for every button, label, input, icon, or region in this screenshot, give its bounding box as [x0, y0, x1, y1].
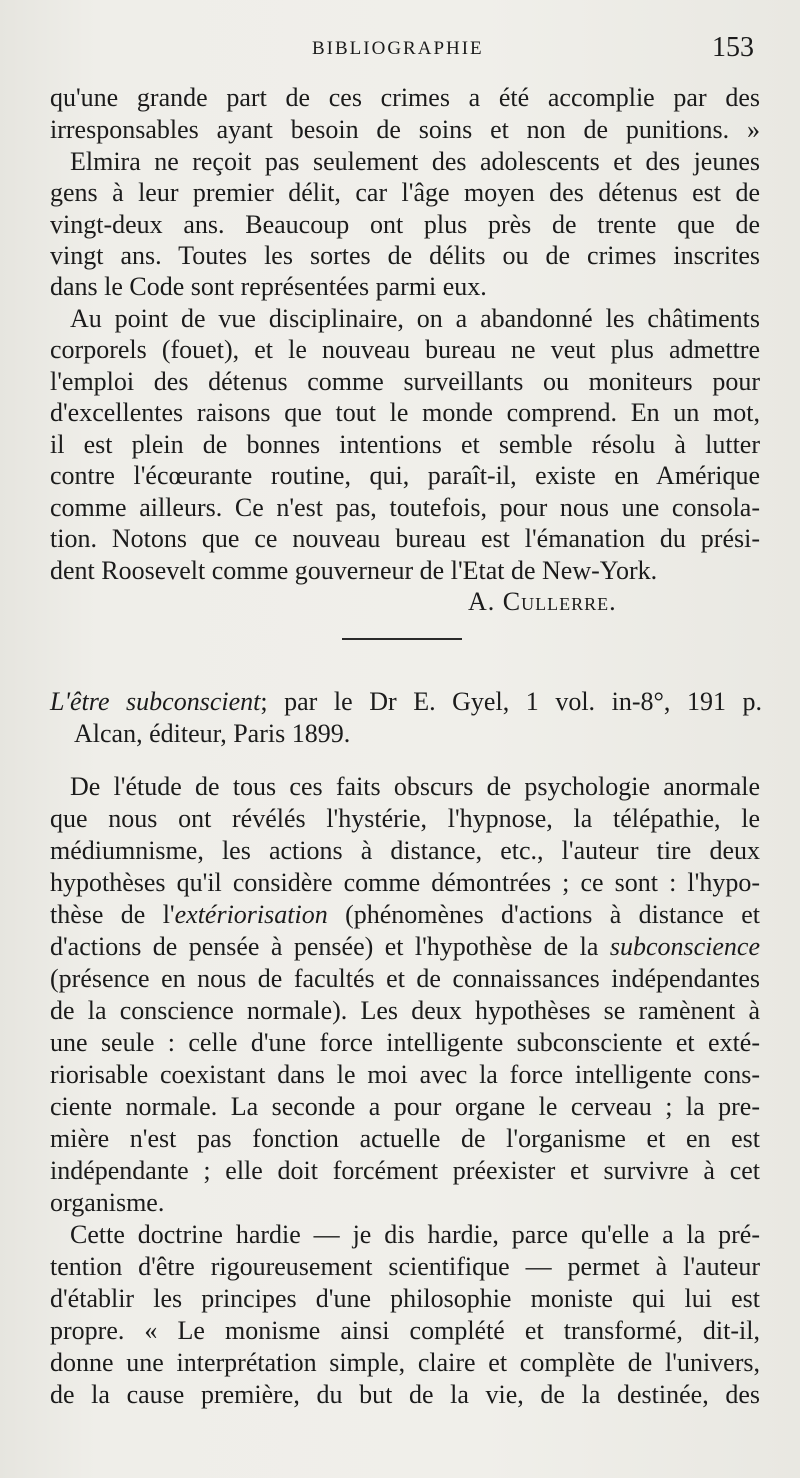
- text-line: comme ailleurs. Ce n'est pas, toutefois, pour nous une consola-: [50, 493, 760, 522]
- text-line: vingt ans. Toutes les sortes de délits ou de crimes inscrites: [50, 241, 760, 270]
- review-reference: [50, 686, 762, 718]
- text-line: il est plein de bonnes intentions et semble résolu à lutter: [50, 430, 760, 459]
- section-divider: [342, 638, 462, 640]
- text-line: de la conscience normale). Les deux hypothèses se ramènent à: [50, 996, 760, 1025]
- text-fragment: (phénomènes d'actions à distance et: [327, 900, 760, 929]
- text-line: riorisable coexistant dans le moi avec la force intelligente cons-: [50, 1060, 760, 1089]
- text-line: propre. « Le monisme ainsi complété et transformé, dit-il,: [50, 1316, 760, 1345]
- page-number: 153: [712, 32, 754, 63]
- text-line: contre l'écœurante routine, qui, paraît-il, existe en Amérique: [50, 461, 760, 490]
- text-line: (présence en nous de facultés et de connaissances indépendantes: [50, 964, 760, 993]
- review-title: L'être subconscient: [50, 687, 261, 716]
- text-line: dans le Code sont représentées parmi eux.: [50, 272, 487, 301]
- text-line: hypothèses qu'il considère comme démontrées ; ce sont : l'hypo-: [50, 868, 760, 897]
- text-line: donne une interprétation simple, claire et complète de l'univers,: [50, 1348, 760, 1377]
- review-publisher: Alcan, éditeur, Paris 1899.: [74, 719, 351, 748]
- page-header: [0, 30, 800, 66]
- text-line: d'excellentes raisons que tout le monde comprend. En un mot,: [50, 398, 760, 427]
- text-line: de la cause première, du but de la vie, de la destinée, des: [50, 1380, 760, 1409]
- text-line: l'emploi des détenus comme surveillants ou moniteurs pour: [50, 367, 760, 396]
- text-line: tion. Notons que ce nouveau bureau est l'émanation du prési-: [50, 524, 760, 553]
- text-fragment: thèse de l': [50, 900, 175, 929]
- text-line: De l'étude de tous ces faits obscurs de psychologie anormale: [70, 772, 760, 801]
- text-line: médiumnisme, les actions à distance, etc., l'auteur tire deux: [50, 836, 760, 865]
- text-line: Cette doctrine hardie — je dis hardie, parce qu'elle a la pré-: [70, 1220, 760, 1249]
- text-line: Elmira ne reçoit pas seulement des adolescents et des jeunes: [70, 147, 760, 176]
- text-line: tention d'être rigoureusement scientifique — permet à l'auteur: [50, 1252, 760, 1281]
- text-line: qu'une grande part de ces crimes a été accomplie par des: [50, 83, 760, 112]
- text-line: Au point de vue disciplinaire, on a abandonné les châtiments: [70, 304, 760, 333]
- text-line: dent Roosevelt comme gouverneur de l'Etat de New-York.: [50, 556, 658, 585]
- text-line: [50, 931, 760, 963]
- text-line: gens à leur premier délit, car l'âge moyen des détenus est de: [50, 178, 760, 207]
- emphasis-term: subconscience: [609, 932, 760, 961]
- text-line: indépendante ; elle doit forcément préexister et survivre à cet: [50, 1156, 760, 1185]
- text-fragment: d'actions de pensée à pensée) et l'hypothèse de la: [50, 932, 610, 961]
- running-head: BIBLIOGRAPHIE: [312, 38, 484, 59]
- text-line: que nous ont révélés l'hystérie, l'hypnose, la télépathie, le: [50, 804, 760, 833]
- text-line: d'établir les principes d'une philosophie moniste qui lui est: [50, 1284, 760, 1313]
- text-line: [50, 899, 760, 931]
- article-author: A. Cullerre.: [468, 587, 617, 616]
- emphasis-term: extériorisation: [174, 900, 328, 929]
- text-line: une seule : celle d'une force intelligente subconsciente et exté-: [50, 1028, 760, 1057]
- text-line: vingt-deux ans. Beaucoup ont plus près de trente que de: [50, 210, 760, 239]
- text-line: irresponsables ayant besoin de soins et non de punitions. »: [50, 115, 760, 144]
- text-line: corporels (fouet), et le nouveau bureau ne veut plus admettre: [50, 335, 760, 364]
- text-line: mière n'est pas fonction actuelle de l'organisme et en est: [50, 1124, 760, 1153]
- review-reference-details: ; par le Dr E. Gyel, 1 vol. in-8°, 191 p.: [260, 687, 762, 716]
- text-line: organisme.: [50, 1188, 165, 1217]
- text-line: ciente normale. La seconde a pour organe le cerveau ; la pre-: [50, 1092, 760, 1121]
